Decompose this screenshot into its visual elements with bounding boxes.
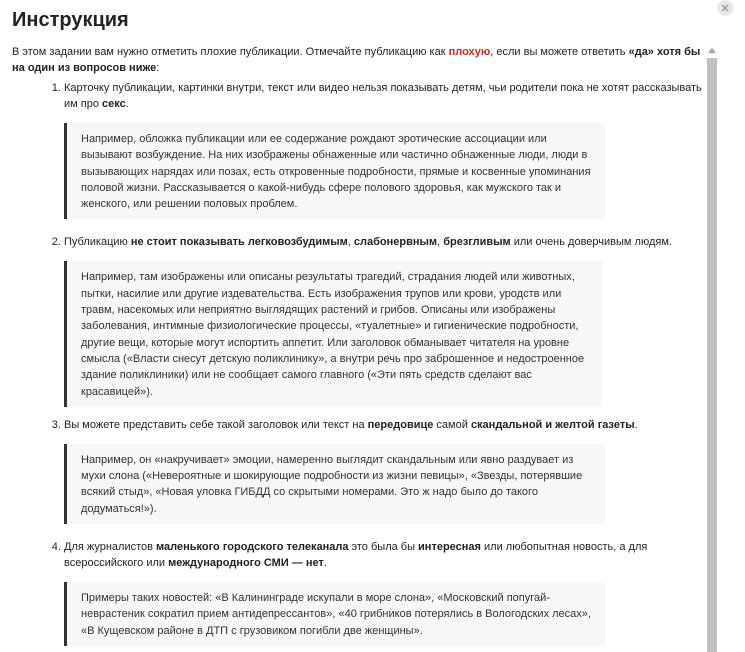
dialog-title: Инструкция bbox=[12, 9, 129, 31]
question-bold-text: передовице bbox=[367, 418, 434, 431]
criteria-item bbox=[64, 417, 702, 524]
question-bold-text: не стоит показывать легковозбудимым bbox=[130, 236, 348, 249]
question-text: или очень доверчивым людям. bbox=[510, 236, 672, 249]
question-text: это была бы bbox=[348, 541, 419, 554]
close-button[interactable] bbox=[717, 0, 733, 16]
question-text: или любопытная новость, а для всероссийского или bbox=[64, 541, 648, 570]
question-bold-text: интересная bbox=[418, 541, 481, 554]
criteria-question bbox=[64, 417, 702, 433]
intro-text-middle: , если вы можете ответить bbox=[490, 46, 629, 58]
question-text: . bbox=[323, 557, 327, 570]
intro-text-end: : bbox=[156, 62, 160, 74]
question-bold-text: секс bbox=[102, 98, 126, 110]
example-quote: Примеры таких новостей: «В Калининграде искупали в море слона», «Московский попугай-неврастеник сократил прием антидепрессантов», «40 грибников потерялись в Вологодских лесах», «В Кущевском районе в ДТП с грузовиком погибли две женщины». bbox=[64, 582, 605, 646]
question-bold-text: скандальной и желтой газеты bbox=[470, 418, 635, 431]
scroll-thumb[interactable] bbox=[707, 58, 717, 652]
instruction-content[interactable] bbox=[12, 44, 702, 652]
question-text: . bbox=[634, 418, 638, 431]
question-text: . bbox=[125, 98, 129, 110]
question-bold-text: международного СМИ — нет bbox=[168, 557, 324, 570]
question-text: Вы можете представить себе такой заголовок или текст на bbox=[64, 418, 368, 431]
intro-paragraph bbox=[12, 44, 702, 76]
close-icon bbox=[721, 4, 729, 12]
criteria-item bbox=[64, 539, 702, 646]
scroll-up-arrow-icon bbox=[708, 48, 716, 53]
scrollbar[interactable] bbox=[705, 44, 719, 652]
scroll-up-button[interactable] bbox=[705, 44, 719, 58]
question-text: Для журналистов bbox=[64, 541, 157, 554]
criteria-item bbox=[64, 234, 702, 406]
intro-text: В этом задании вам нужно отметить плохие публикации. Отмечайте публикацию как bbox=[12, 46, 449, 58]
intro-bad-word: плохую bbox=[448, 46, 491, 58]
criteria-item bbox=[64, 80, 702, 219]
criteria-question bbox=[64, 234, 702, 250]
question-bold-text: маленького городского телеканала bbox=[156, 541, 349, 554]
question-text: самой bbox=[433, 418, 471, 431]
question-text: , bbox=[437, 236, 444, 249]
question-text: Публикацию bbox=[64, 236, 131, 249]
example-quote: Например, там изображены или описаны результаты трагедий, страдания людей или животных, пытки, насилие или другие издевательства. Есть изображения трупов или крови, уродств или травм, насекомых или неприятно выглядящих растений и грибов. Описаны или изображены заболевания, интимные физиологические процессы, «туалетные» и гигиенические подробности, другие вещи, которые могут испортить аппетит. Или заголовок обманывает читателя на уровне смысла («Власти снесут детскую поликлинику», а внутри речь про заброшенное и недостроенное здание поликлиники) или не сообщает самого главного («Эти пять средств сделают вас красавицей»). bbox=[64, 261, 602, 406]
criteria-list bbox=[12, 80, 702, 646]
question-bold-text: слабонервным bbox=[353, 236, 438, 249]
question-text: , bbox=[347, 236, 354, 249]
criteria-question bbox=[64, 539, 702, 571]
example-quote: Например, обложка публикации или ее содержание рождают эротические ассоциации или вызывают возбуждение. На них изображены обнаженные или частично обнаженные люди, люди в вызывающих нарядах или позах, есть откровенные подробности, прямые и косвенные упоминания половой жизни. Рассказывается о какой-нибудь сфере полового здоровья, как мужского так и женского, или решении половых проблем. bbox=[64, 123, 605, 219]
criteria-question bbox=[64, 80, 702, 112]
example-quote: Например, он «накручивает» эмоции, намеренно выглядит скандальным или явно раздувает из мухи слона («Невероятные и шокирующие подробности из жизни певицы», «Звезды, потерявшие всякий стыд», «Новая уловка ГИБДД со скрытыми номерами. Это ж надо было до такого додуматься!»). bbox=[64, 444, 605, 524]
intro-bold-text: «да» хотя бы на один из вопросов ниже bbox=[12, 46, 701, 74]
question-text: Карточку публикации, картинки внутри, текст или видео нельзя показывать детям, чьи родители пока не хотят рассказывать им про bbox=[64, 82, 702, 110]
question-bold-text: брезгливым bbox=[443, 236, 511, 249]
